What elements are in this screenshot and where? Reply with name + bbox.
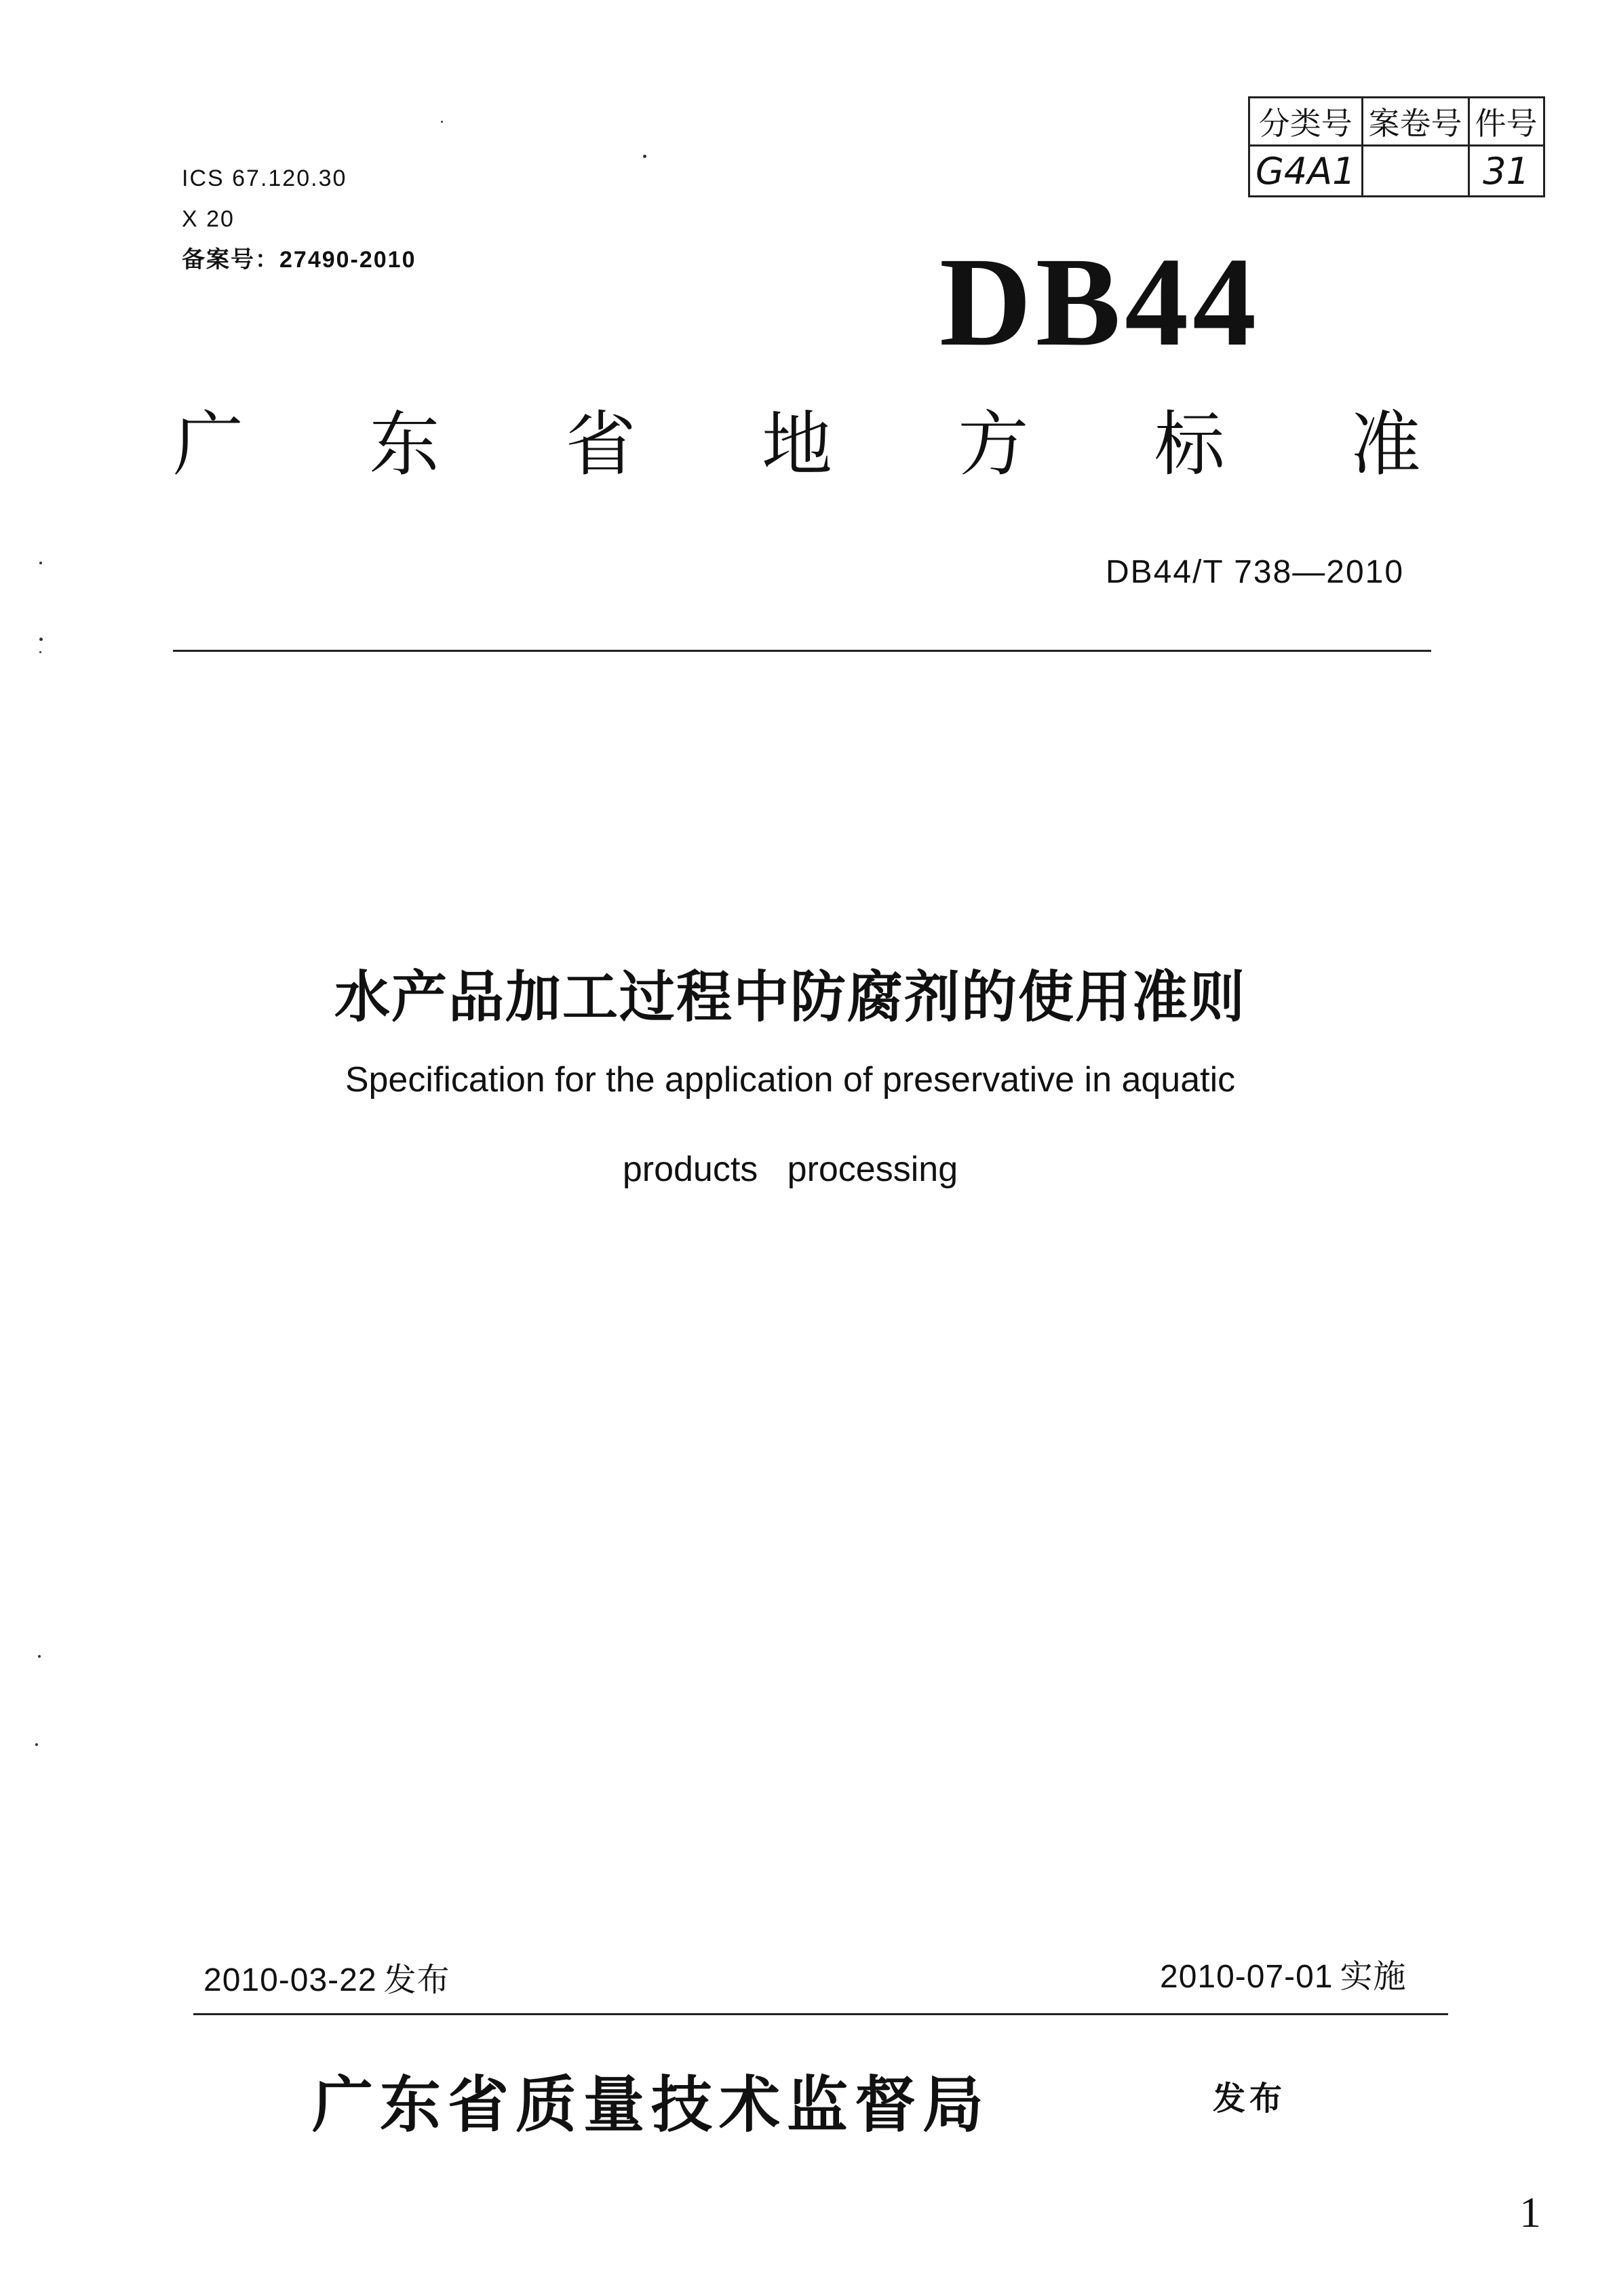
stamp-header-item: 件号: [1468, 98, 1544, 146]
effective-date: 2010-07-01: [1160, 1959, 1334, 1995]
standard-type-char: 准: [1350, 403, 1421, 486]
effective-label: 实施: [1340, 1958, 1407, 1996]
document-title-en-line2: products processing: [622, 1150, 958, 1189]
stamp-value-category: G4A1: [1249, 146, 1363, 197]
scan-speck: [39, 651, 41, 653]
standard-type-char: 省: [565, 403, 636, 486]
scan-speck: [441, 121, 443, 123]
scan-speck: [643, 155, 646, 158]
standard-type-char: 广: [173, 403, 244, 486]
publish-date: 2010-03-22: [203, 1962, 377, 1998]
stamp-header-volume: 案卷号: [1362, 98, 1468, 146]
ccs-code: X 20: [182, 206, 235, 232]
scan-speck: [39, 638, 43, 641]
stamp-header-category: 分类号: [1249, 98, 1363, 146]
header-divider: [173, 650, 1431, 652]
document-title-en-line1: Specification for the application of preservative in aquatic: [345, 1060, 1236, 1100]
standard-code: DB44: [939, 231, 1261, 372]
issuing-authority: 广东省质量技术监督局: [312, 2069, 990, 2141]
ics-code: ICS 67.120.30: [182, 166, 347, 191]
effective-date-line: [1160, 1950, 1407, 1997]
standard-type-char: 标: [1154, 403, 1225, 486]
standard-number: DB44/T 738—2010: [1106, 554, 1405, 590]
standard-type-char: 东: [369, 403, 440, 486]
standard-type-char: 地: [761, 403, 832, 486]
standard-type: [173, 403, 1421, 486]
filing-number: 备案号：27490-2010: [182, 247, 416, 273]
standard-type-char: 方: [958, 403, 1029, 486]
scan-speck: [38, 1655, 41, 1658]
document-title-cn: 水产品加工过程中防腐剂的使用准则: [334, 965, 1246, 1030]
scan-speck: [35, 1743, 38, 1746]
page-number: 1: [1519, 2188, 1541, 2236]
stamp-value-volume: [1362, 146, 1468, 197]
publish-date-line: [203, 1953, 450, 2000]
issue-label: 发布: [1213, 2080, 1287, 2118]
stamp-value-item: 31: [1468, 146, 1544, 197]
scan-speck: [39, 562, 42, 564]
publish-label: 发布: [383, 1961, 450, 1999]
archive-stamp: [1248, 96, 1545, 197]
footer-divider: [193, 2013, 1448, 2015]
